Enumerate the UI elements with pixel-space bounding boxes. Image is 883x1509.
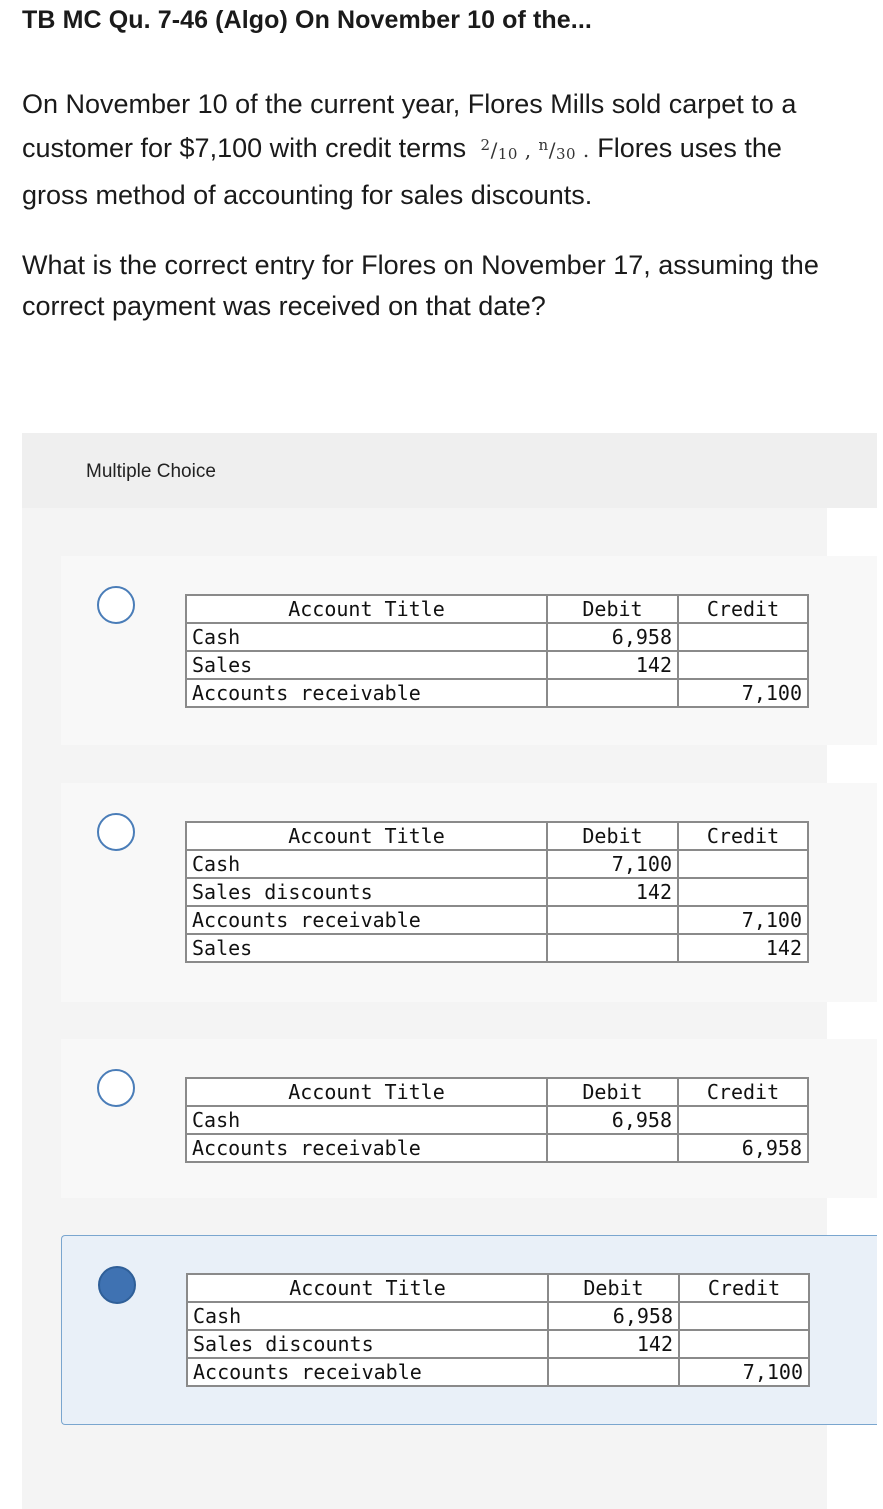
multiple-choice-label: Multiple Choice	[86, 461, 216, 482]
radio-button-a[interactable]	[97, 586, 135, 624]
multiple-choice-header	[22, 433, 877, 508]
journal-entry-table-c: Account Title Debit Credit Cash 6,958 Accounts receivable 6,958	[185, 1077, 809, 1163]
stem-part1: On November 10 of the current year, Flores Mills sold carpet to a customer for $7,100 with credit terms	[22, 89, 797, 163]
table-row: Cash 6,958	[186, 1106, 808, 1134]
radio-button-b[interactable]	[97, 813, 135, 851]
question-text	[22, 84, 842, 216]
radio-button-c[interactable]	[97, 1069, 135, 1107]
journal-entry-table-a: Account Title Debit Credit Cash 6,958 Sales 142 Accounts receivable 7,100	[185, 594, 809, 708]
table-row: Accounts receivable 7,100	[186, 906, 808, 934]
answer-option-a[interactable]	[61, 556, 877, 745]
question-title: TB MC Qu. 7-46 (Algo) On November 10 of the...	[22, 6, 592, 34]
table-row: Cash 6,958	[187, 1302, 809, 1330]
table-row: Sales discounts 142	[187, 1330, 809, 1358]
table-row: Accounts receivable 7,100	[186, 679, 808, 707]
table-row: Cash 6,958	[186, 623, 808, 651]
answer-option-c[interactable]	[61, 1039, 877, 1198]
stem-part2: Flores uses the gross method of accounting for sales discounts.	[22, 133, 782, 210]
journal-entry-table-b: Account Title Debit Credit Cash 7,100 Sales discounts 142 Accounts receivable 7,100 Sales 142	[185, 821, 809, 963]
table-row: Sales discounts 142	[186, 878, 808, 906]
question-stem	[22, 84, 842, 327]
table-row: Accounts receivable 6,958	[186, 1134, 808, 1162]
question-prompt: What is the correct entry for Flores on November 17, assuming the correct payment was received on that date?	[22, 250, 819, 321]
journal-entry-table-d: Account Title Debit Credit Cash 6,958 Sales discounts 142 Accounts receivable 7,100	[186, 1273, 810, 1387]
credit-terms: $^2/_{10}$ , $^n/_{30}$ .	[480, 136, 590, 163]
table-row: Sales 142	[186, 934, 808, 962]
answer-option-d[interactable]	[61, 1235, 877, 1425]
table-row: Accounts receivable 7,100	[187, 1358, 809, 1386]
table-row: Cash 7,100	[186, 850, 808, 878]
answer-option-b[interactable]	[61, 783, 877, 1002]
table-row: Sales 142	[186, 651, 808, 679]
radio-button-d-selected[interactable]	[98, 1266, 136, 1304]
